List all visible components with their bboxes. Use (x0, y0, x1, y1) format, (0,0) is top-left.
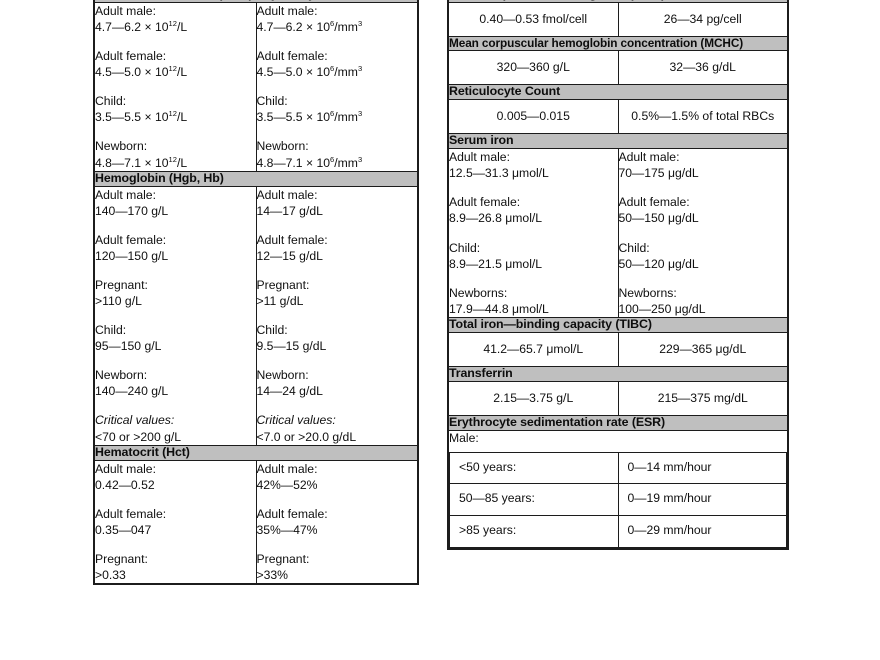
superscript: 6 (330, 64, 335, 74)
value-group-label: Newborns: (449, 285, 508, 300)
value-group (257, 138, 418, 170)
value-group (95, 322, 256, 354)
value-group-value: 8.9—21.5 μmol/L (449, 256, 543, 271)
age-range-cell: >85 years: (450, 516, 619, 548)
value-group-label: Child: (95, 94, 127, 109)
value-group-value: 50—150 μg/dL (618, 211, 699, 226)
value-group-label: Adult female: (95, 232, 167, 247)
value-group-value: 35%—47% (256, 522, 318, 537)
section-header-row (448, 415, 788, 430)
value-group-label: Critical values: (256, 413, 336, 428)
value-group (619, 285, 788, 317)
value-group-label: Adult male: (618, 150, 680, 165)
value-group (257, 412, 418, 444)
superscript: 3 (357, 109, 363, 119)
value-group (619, 194, 788, 226)
value-group-label: Adult male: (449, 150, 510, 165)
value-group (95, 551, 256, 583)
value-group-value: 42%—52% (256, 477, 318, 492)
si-units-cell (94, 186, 256, 445)
value-group-label: Pregnant: (95, 551, 148, 566)
conventional-units-cell (256, 460, 418, 584)
value-group (449, 194, 618, 226)
value-group (257, 48, 418, 80)
value-group-label: Adult female: (95, 49, 167, 64)
conventional-units-cell: 32—36 g/dL (618, 51, 788, 85)
table-row (448, 149, 788, 318)
value-group-label: Adult male: (95, 187, 156, 202)
age-range-cell: 50—85 years: (450, 484, 619, 516)
value-group (257, 461, 418, 493)
superscript: 6 (330, 109, 335, 119)
value-group-label: Newborns: (618, 285, 677, 300)
value-group-value: 3.5—5.5 × $10^6/mm^3$ (256, 109, 363, 125)
value-group (257, 506, 418, 538)
si-units-cell: 2.15—3.75 g/L (448, 381, 618, 415)
superscript: 12 (168, 154, 177, 164)
value-group-label: Adult male: (95, 461, 156, 476)
value-group-value: 4.5—5.0 × $10^6/mm^3$ (256, 64, 363, 80)
table-row (448, 51, 788, 85)
value-group (619, 149, 788, 181)
value-group-label: Child: (95, 323, 127, 338)
esr-value-cell: 0—19 mm/hour (618, 484, 787, 516)
value-group-label: Child: (256, 94, 288, 109)
right-table-body (448, 0, 788, 549)
value-group-value: 140—170 g/L (95, 203, 169, 218)
value-group-label: Critical values: (95, 413, 175, 428)
value-group (449, 240, 618, 272)
value-group-label: Adult female: (256, 232, 328, 247)
value-group-value: 0.35—047 (95, 522, 152, 537)
value-group-label: Adult female: (256, 49, 328, 64)
superscript: 3 (357, 18, 363, 28)
value-group (257, 93, 418, 125)
section-header-retic: Reticulocyte Count (448, 85, 788, 100)
value-group-value: >11 g/dL (256, 294, 304, 308)
value-group-value: 17.9—44.8 μmol/L (449, 301, 549, 316)
section-header-hgb: Hemoglobin (Hgb, Hb) (94, 171, 418, 186)
value-group (95, 367, 256, 399)
section-header-transferrin: Transferrin (448, 366, 788, 381)
superscript: 12 (168, 109, 177, 119)
value-group-value: 14—24 g/dL (256, 384, 323, 399)
value-group (257, 367, 418, 399)
value-group-value: 4.7—6.2 × $10^{12}/L$ (95, 18, 188, 34)
value-group (449, 149, 618, 181)
table-row (448, 332, 788, 366)
table-row (448, 2, 788, 36)
value-group-value: >33% (256, 568, 289, 583)
value-group-label: Adult female: (449, 195, 521, 210)
value-group-label: Adult male: (95, 3, 156, 18)
value-group-value: 12—15 g/dL (256, 248, 323, 263)
value-group-value: <70 or >200 g/L (95, 429, 182, 444)
table-row (450, 516, 787, 548)
value-group (95, 3, 256, 35)
value-group (95, 48, 256, 80)
value-group-value: 140—240 g/L (95, 384, 169, 399)
si-units-cell (94, 2, 256, 171)
value-group-value: 70—175 μg/dL (618, 166, 699, 181)
table-row (450, 484, 787, 516)
value-group-label: Child: (449, 240, 481, 255)
value-group (257, 551, 418, 583)
section-header-serum-iron: Serum iron (448, 134, 788, 149)
value-group-value: >0.33 (95, 568, 126, 583)
value-group-value: 14—17 g/dL (256, 203, 323, 218)
section-header-row (94, 171, 418, 186)
section-header-esr: Erythrocyte sedimentation rate (ESR) (448, 415, 788, 430)
value-group-value: 95—150 g/L (95, 339, 162, 354)
value-group-value: 8.9—26.8 μmol/L (449, 211, 543, 226)
value-group (257, 322, 418, 354)
si-units-cell (94, 460, 256, 584)
value-group-label: Newborn: (256, 139, 309, 154)
superscript: 6 (330, 154, 335, 164)
section-header-row (448, 134, 788, 149)
si-units-cell: 320—360 g/L (448, 51, 618, 85)
age-range-cell: <50 years: (450, 452, 619, 484)
table-row (94, 186, 418, 445)
value-group-label: Child: (256, 323, 288, 338)
value-group (95, 506, 256, 538)
value-group (95, 412, 256, 444)
si-units-cell: 41.2—65.7 μmol/L (448, 332, 618, 366)
value-group-label: Pregnant: (256, 277, 310, 292)
conventional-units-cell: 0.5%—1.5% of total RBCs (618, 100, 788, 134)
conventional-units-cell (618, 149, 788, 318)
section-header-tibc: Total iron—binding capacity (TIBC) (448, 317, 788, 332)
section-header-hct: Hematocrit (Hct) (94, 445, 418, 460)
conventional-units-cell (256, 2, 418, 171)
value-group (257, 232, 418, 264)
conventional-units-cell: 229—365 μg/dL (618, 332, 788, 366)
conventional-units-cell: 26—34 pg/cell (618, 2, 788, 36)
value-group-value: 120—150 g/L (95, 248, 169, 263)
value-group-value: >110 g/L (95, 294, 142, 308)
value-group-value: 0.42—0.52 (95, 477, 155, 492)
table-row (94, 2, 418, 171)
conventional-units-cell (256, 186, 418, 445)
value-group (449, 285, 618, 317)
si-units-cell: 0.40—0.53 fmol/cell (448, 2, 618, 36)
value-group (257, 3, 418, 35)
si-units-cell: 0.005—0.015 (448, 100, 618, 134)
value-group (257, 277, 418, 309)
hematology-table-right (447, 0, 789, 550)
superscript: 12 (168, 64, 177, 74)
value-group-label: Newborn: (95, 139, 148, 154)
value-group-value: 4.7—6.2 × $10^6/mm^3$ (256, 18, 363, 34)
superscript: 3 (357, 154, 363, 164)
value-group-label: Adult male: (256, 3, 318, 18)
value-group-value: <7.0 or >20.0 g/dL (256, 429, 357, 444)
value-group (257, 187, 418, 219)
value-group-label: Adult male: (256, 187, 318, 202)
value-group (95, 93, 256, 125)
esr-value-cell: 0—29 mm/hour (618, 516, 787, 548)
value-group-label: Adult female: (618, 195, 690, 210)
esr-value-cell: 0—14 mm/hour (618, 452, 787, 484)
section-header-row (448, 366, 788, 381)
value-group (619, 240, 788, 272)
value-group (95, 187, 256, 219)
value-group-label: Adult male: (256, 461, 318, 476)
value-group-label: Pregnant: (95, 277, 148, 292)
value-group-label: Pregnant: (256, 551, 310, 566)
value-group (95, 138, 256, 170)
value-group-label: Newborn: (95, 368, 148, 383)
table-row (94, 460, 418, 584)
section-header-row (448, 317, 788, 332)
superscript: 12 (168, 18, 177, 28)
value-group-value: 12.5—31.3 μmol/L (449, 166, 549, 181)
value-group (95, 277, 256, 309)
section-header-row (448, 85, 788, 100)
esr-age-table (449, 452, 787, 549)
value-group-value: 100—250 μg/dL (618, 301, 706, 316)
value-group-value: 9.5—15 g/dL (256, 339, 327, 354)
value-group-value: 4.5—5.0 × $10^{12}/L$ (95, 64, 188, 80)
value-group-label: Child: (618, 240, 650, 255)
value-group (95, 461, 256, 493)
table-row (448, 381, 788, 415)
superscript: 3 (357, 64, 363, 74)
section-header-mchc: Mean corpuscular hemoglobin concentration (MCHC) (448, 36, 788, 50)
section-header-row (448, 36, 788, 50)
table-row (448, 430, 788, 549)
value-group-label: Adult female: (95, 506, 167, 521)
section-header-row (94, 445, 418, 460)
esr-detail-cell (448, 430, 788, 549)
sex-label: Male: (449, 430, 479, 445)
table-row (450, 452, 787, 484)
left-table-column (93, 0, 419, 585)
value-group-label: Adult female: (256, 506, 328, 521)
value-group-value: 4.8—7.1 × $10^6/mm^3$ (256, 154, 363, 170)
value-group (95, 232, 256, 264)
right-table-column (447, 0, 789, 550)
table-row (448, 100, 788, 134)
value-group-label: Newborn: (256, 368, 309, 383)
hematology-table-left (93, 0, 419, 585)
value-group-value: 3.5—5.5 × $10^{12}/L$ (95, 109, 188, 125)
conventional-units-cell: 215—375 mg/dL (618, 381, 788, 415)
si-units-cell (448, 149, 618, 318)
superscript: 6 (330, 18, 335, 28)
left-table-body (94, 0, 418, 584)
value-group-value: 50—120 μg/dL (618, 256, 699, 271)
value-group-value: 4.8—7.1 × $10^{12}/L$ (95, 154, 188, 170)
